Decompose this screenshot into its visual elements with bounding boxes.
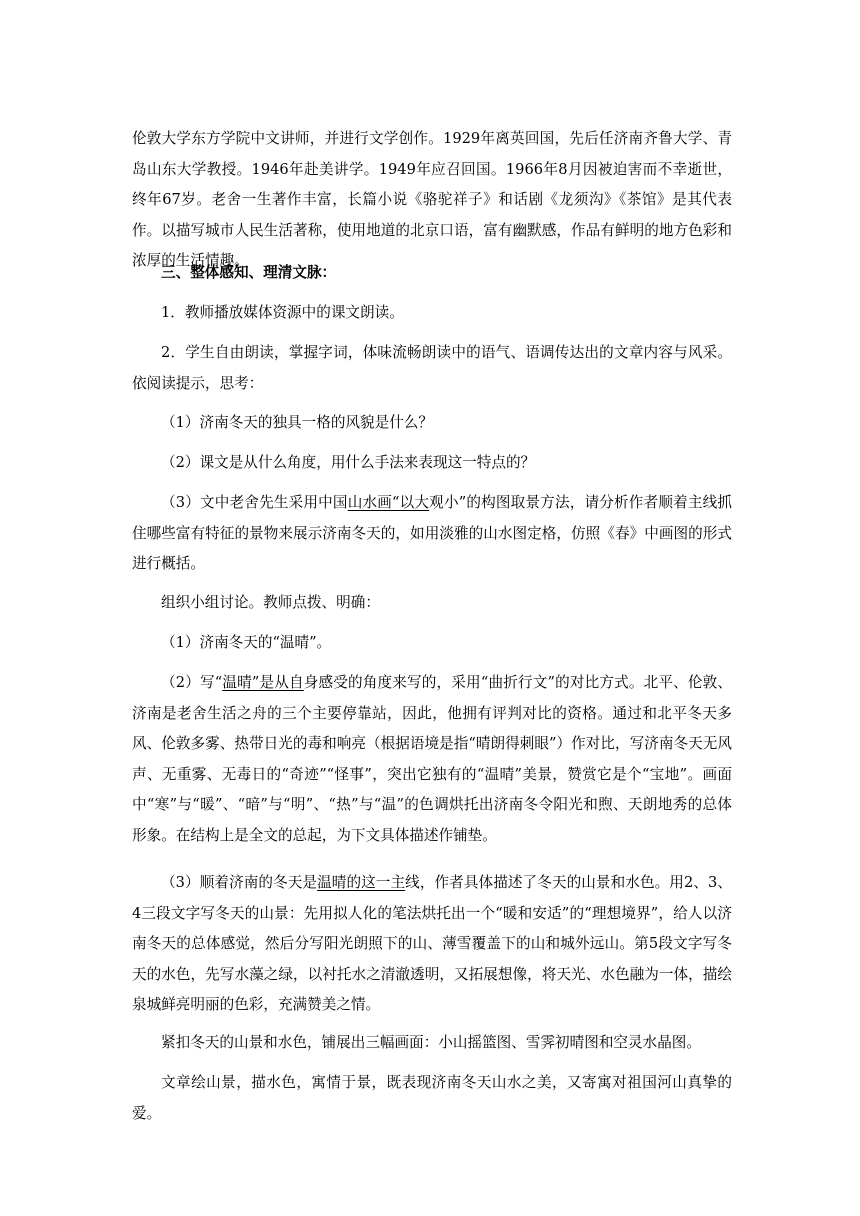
question-3: [132, 488, 732, 580]
answer-2: [132, 668, 732, 852]
question-2: （2）课文是从什么角度，用什么手法来表现这一特点的？: [161, 454, 536, 471]
question-3-pre: （3）文中老舍先生采用中国: [161, 494, 348, 511]
answer-2-post: 身感受的角度来写的，采用“曲折行文”的对比方式。北平、伦敦、济南是老舍生活之舟的三个主要停靠站，因此，他拥有评判对比的资格。通过和北平冬天多风、伦敦多雾、热带日光的毒和响亮（根据语境是指“晴朗得刺眼”）作对比，写济南冬天无风声、无重雾、无毒日的“奇迹”“怪事”，突出它独有的“温晴”美景，赞赏它是个“宝地”。画面中“寒”与“暖”、“暗”与“明”、“热”与“温”的色调烘托出济南冬令阳光和煦、天朗地秀的总体形象。在结构上是全文的总起，为下文具体描述作铺垫。: [132, 674, 732, 844]
question-1: （1）济南冬天的独具一格的风貌是什么？: [161, 414, 433, 431]
answer-2-underlined: 温晴”是从自: [222, 674, 304, 691]
answer-3-pre: （3）顺着济南的冬天是: [161, 874, 318, 891]
answer-3-underlined: 温晴的这一主: [317, 874, 406, 891]
section-heading: 三、整体感知、理清文脉：: [161, 264, 337, 281]
answer-3: [132, 868, 732, 1021]
answer-3-post: 线，作者具体描述了冬天的山景和水色。用2、3、4三段文字写冬天的山景：先用拟人化的笔法烘托出一个“暖和安适”的“理想境界”，给人以济南冬天的总体感觉，然后分写阳光朗照下的山、薄雪覆盖下的山和城外远山。第5段文字写冬天的水色，先写水藻之绿，以衬托水之清澈透明，又拓展想像，将天光、水色融为一体，描绘泉城鲜亮明丽的色彩，充满赞美之情。: [132, 874, 732, 1014]
summary-2: 文章绘山景，描水色，寓情于景，既表现济南冬天山水之美，又寄寓对祖国河山真挚的爱。: [132, 1074, 732, 1122]
summary-1: 紧扣冬天的山景和水色，铺展出三幅画面：小山摇篮图、雪霁初晴图和空灵水晶图。: [161, 1034, 701, 1051]
step-1: 1．教师播放媒体资源中的课文朗读。: [161, 304, 404, 321]
question-3-post: 观小”的构图取景方法，请分析作者顺着主线抓住哪些富有特征的景物来展示济南冬天的，如用淡雅的山水图定格，仿照《春》中画图的形式进行概括。: [132, 494, 732, 573]
bio-paragraph: 伦敦大学东方学院中文讲师，并进行文学创作。1929年离英回国，先后任济南齐鲁大学、青岛山东大学教授。1946年赴美讲学。1949年应召回国。1966年8月因被迫害而不幸逝世，终年67岁。老舍一生著作丰富，长篇小说《骆驼祥子》和话剧《龙须沟》《茶馆》是其代表作。以描写城市人民生活著称，使用地道的北京口语，富有幽默感，作品有鲜明的地方色彩和浓厚的生活情趣。: [132, 130, 732, 270]
question-3-underlined: 山水画“以大: [347, 494, 430, 511]
step-2: 2．学生自由朗读，掌握字词，体味流畅朗读中的语气、语调传达出的文章内容与风采。依阅读提示，思考：: [132, 344, 732, 392]
discussion-intro: 组织小组讨论。教师点拨、明确：: [161, 594, 380, 611]
answer-1: （1）济南冬天的“温晴”。: [161, 634, 332, 651]
answer-2-pre: （2）写“: [161, 674, 223, 691]
